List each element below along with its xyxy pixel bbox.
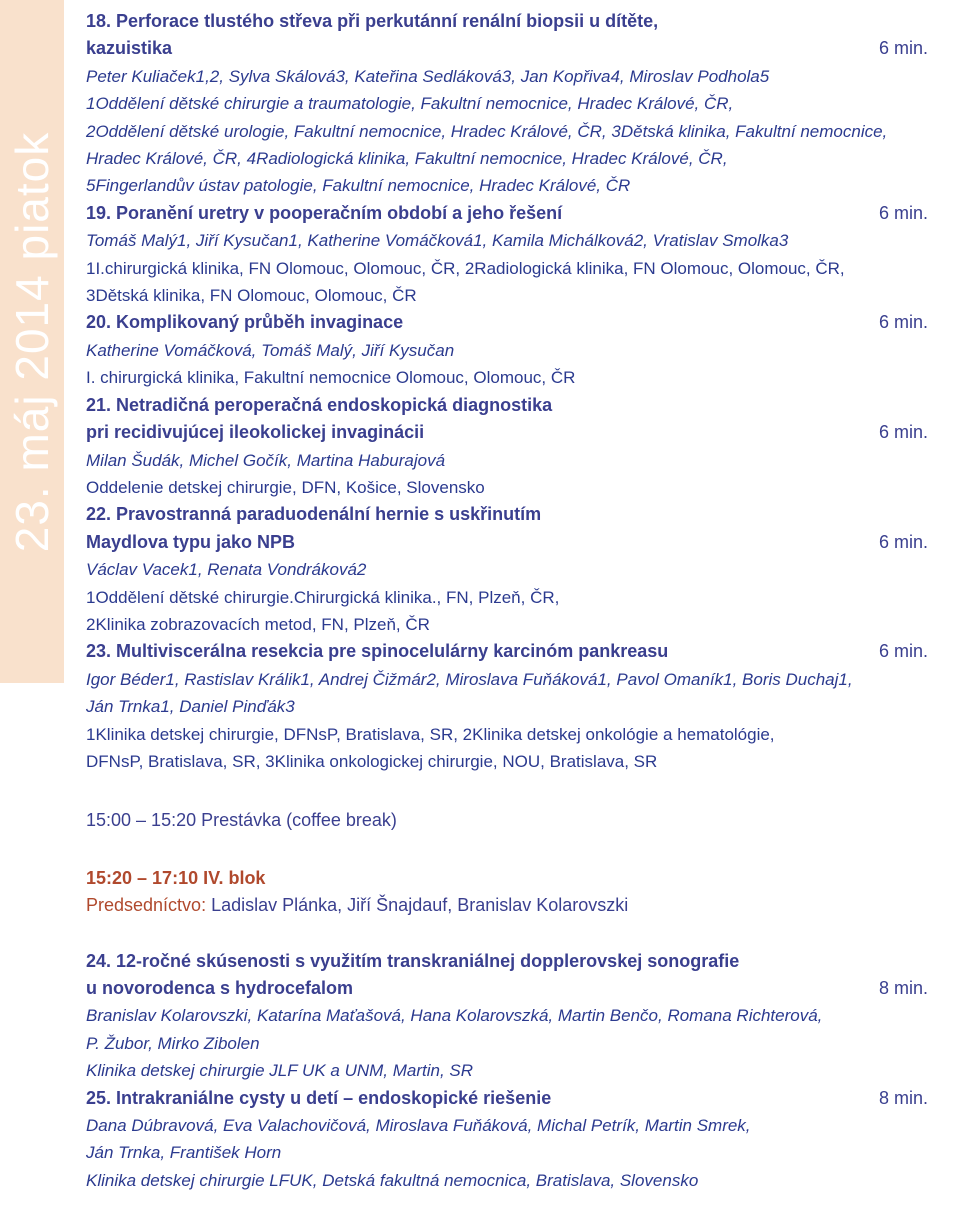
affiliation: 1I.chirurgická klinika, FN Olomouc, Olomouc, ČR, 2Radiologická klinika, FN Olomouc, Olomouc, ČR, — [86, 258, 845, 278]
abstract-25 — [86, 1085, 928, 1195]
abstract-title: 24. 12-ročné skúsenosti s využitím transkraniálnej dopplerovskej sonografie — [86, 950, 740, 971]
abstract-title-cont: pri recidivujúcej ileokolickej invaginácii — [86, 422, 425, 443]
affiliation: Klinika detskej chirurgie JLF UK a UNM, Martin, SR — [86, 1061, 474, 1081]
date-label: 23. máj 2014 piatok — [6, 131, 58, 553]
duration: 6 min. — [878, 531, 928, 552]
duration: 6 min. — [878, 641, 928, 662]
chairs-names: Ladislav Plánka, Jiří Šnajdauf, Branislav Kolarovszki — [211, 895, 629, 916]
abstract-18 — [86, 8, 928, 200]
affiliation: 5Fingerlandův ústav patologie, Fakultní nemocnice, Hradec Králové, ČR — [86, 176, 631, 196]
abstract-19 — [86, 200, 928, 310]
affiliation: 1Klinika detskej chirurgie, DFNsP, Bratislava, SR, 2Klinika detskej onkológie a hematológie, — [86, 724, 775, 744]
authors: Igor Béder1, Rastislav Králik1, Andrej Čižmár2, Miroslava Fuňáková1, Pavol Omaník1, Boris Duchaj1, — [86, 669, 853, 689]
duration: 8 min. — [878, 1087, 928, 1108]
affiliation: I. chirurgická klinika, Fakultní nemocnice Olomouc, Olomouc, ČR — [86, 368, 576, 388]
abstract-title-cont: kazuistika — [86, 38, 173, 59]
abstract-title: 19. Poranění uretry v pooperačním období a jeho řešení — [86, 202, 563, 223]
duration: 6 min. — [878, 202, 928, 223]
abstract-title: 20. Komplikovaný průběh invaginace — [86, 312, 404, 333]
affiliation: 2Oddělení dětské urologie, Fakultní nemocnice, Hradec Králové, ČR, 3Dětská klinika, Fakultní nemocnice, — [86, 121, 888, 141]
authors: Branislav Kolarovszki, Katarína Maťašová, Hana Kolarovszká, Martin Benčo, Romana Richterová, — [86, 1006, 823, 1026]
authors: Milan Šudák, Michel Gočík, Martina Haburajová — [86, 450, 446, 470]
authors: Dana Dúbravová, Eva Valachovičová, Miroslava Fuňáková, Michal Petrík, Martin Smrek, — [86, 1116, 751, 1136]
block-heading: 15:20 – 17:10 IV. blok — [86, 867, 266, 888]
affiliation: 1Oddělení dětské chirurgie.Chirurgická klinika., FN, Plzeň, ČR, — [86, 587, 560, 607]
abstract-title-cont: Maydlova typu jako NPB — [86, 531, 296, 552]
affiliation: 3Dětská klinika, FN Olomouc, Olomouc, ČR — [86, 286, 417, 306]
authors: Katherine Vomáčková, Tomáš Malý, Jiří Kysučan — [86, 340, 455, 360]
abstract-20 — [86, 309, 928, 391]
authors: Peter Kuliaček1,2, Sylva Skálová3, Kateřina Sedláková3, Jan Kopřiva4, Miroslav Podhola5 — [86, 66, 770, 86]
authors: Ján Trnka1, Daniel Pinďák3 — [86, 697, 295, 717]
abstract-title: 25. Intrakraniálne cysty u detí – endoskopické riešenie — [86, 1087, 552, 1108]
date-sidebar — [0, 0, 64, 683]
chairs-label: Predsedníctvo: — [86, 895, 207, 916]
affiliation: 1Oddělení dětské chirurgie a traumatologie, Fakultní nemocnice, Hradec Králové, ČR, — [86, 94, 734, 114]
affiliation: Hradec Králové, ČR, 4Radiologická klinika, Fakultní nemocnice, Hradec Králové, ČR, — [86, 149, 728, 169]
abstract-22 — [86, 501, 928, 638]
abstract-title: 23. Multiviscerálna resekcia pre spinocelulárny karcinóm pankreasu — [86, 641, 669, 662]
coffee-break: 15:00 – 15:20 Prestávka (coffee break) — [86, 810, 397, 831]
abstract-21 — [86, 392, 928, 502]
affiliation: 2Klinika zobrazovacích metod, FN, Plzeň, ČR — [86, 614, 430, 634]
duration: 8 min. — [878, 978, 928, 998]
affiliation: DFNsP, Bratislava, SR, 3Klinika onkologickej chirurgie, NOU, Bratislava, SR — [86, 751, 658, 771]
authors: Tomáš Malý1, Jiří Kysučan1, Katherine Vomáčková1, Kamila Michálková2, Vratislav Smolka3 — [86, 231, 789, 251]
affiliation: Klinika detskej chirurgie LFUK, Detská fakultná nemocnica, Bratislava, Slovensko — [86, 1170, 699, 1190]
affiliation: Oddelenie detskej chirurgie, DFN, Košice, Slovensko — [86, 477, 485, 497]
duration: 6 min. — [878, 38, 928, 59]
authors: Ján Trnka, František Horn — [86, 1143, 282, 1163]
program-content — [86, 8, 928, 1194]
duration: 6 min. — [878, 422, 928, 443]
abstract-title: 22. Pravostranná paraduodenální hernie s uskřinutím — [86, 504, 542, 525]
abstract-title: 21. Netradičná peroperačná endoskopická diagnostika — [86, 394, 553, 415]
abstract-23 — [86, 638, 928, 775]
abstract-title: 18. Perforace tlustého střeva při perkutánní renální biopsii u dítěte, — [86, 11, 659, 31]
authors: P. Žubor, Mirko Zibolen — [86, 1033, 260, 1053]
chairs — [86, 892, 928, 919]
authors: Václav Vacek1, Renata Vondráková2 — [86, 560, 367, 580]
abstract-title-cont: u novorodenca s hydrocefalom — [86, 978, 354, 998]
duration: 6 min. — [878, 312, 928, 333]
abstract-24 — [86, 948, 928, 1085]
